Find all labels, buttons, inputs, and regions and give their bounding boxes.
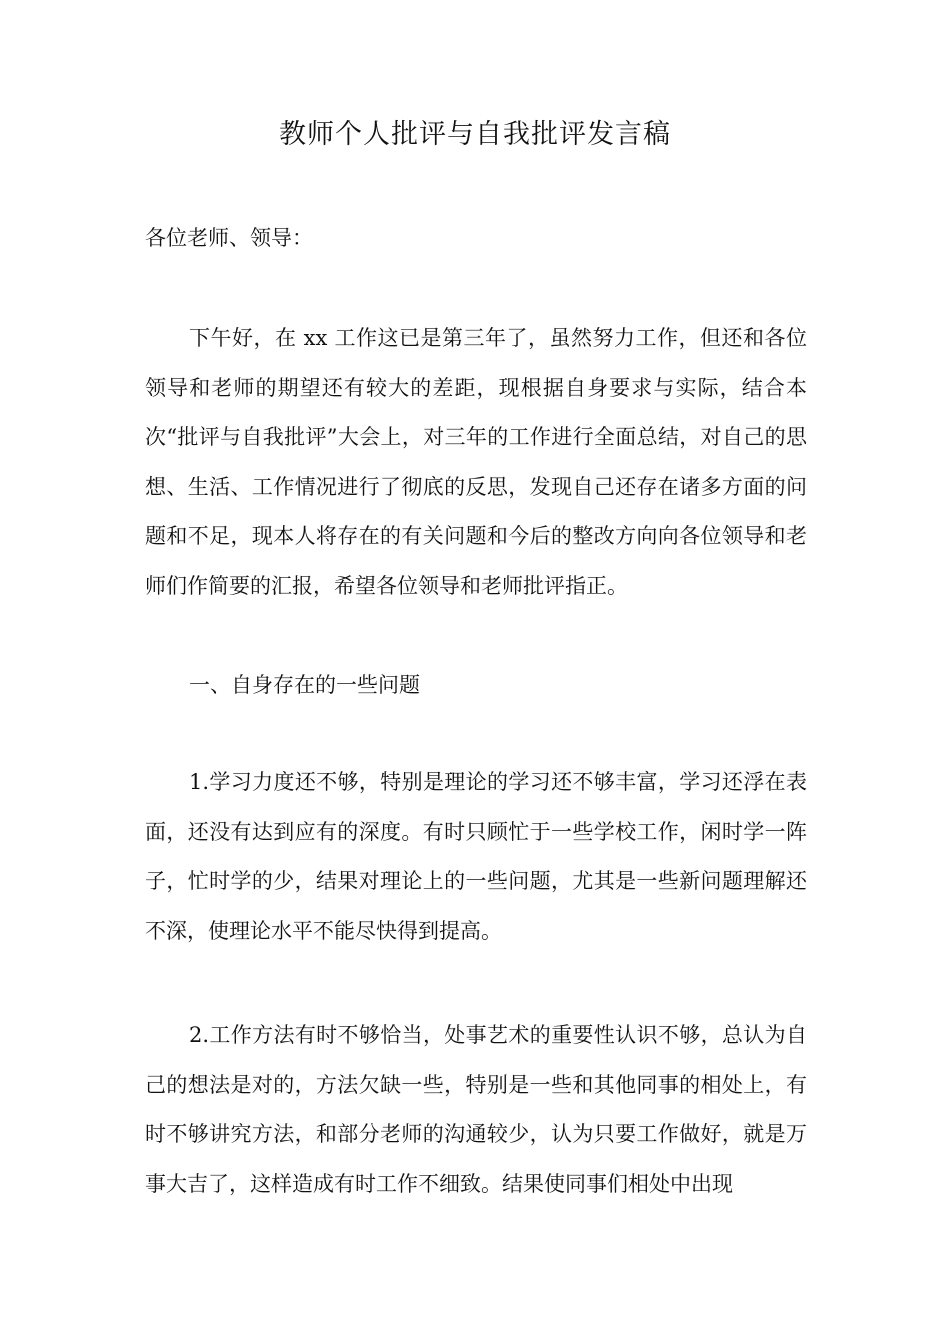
salutation: 各位老师、领导： [145, 226, 313, 250]
item-paragraph-2: 2.工作方法有时不够恰当，处事艺术的重要性认识不够，总认为自己的想法是对的，方法欠缺一些，特别是一些和其他同事的相处上，有时不够讲究方法，和部分老师的沟通较少，认为只要工作做好，就是万事大吉了，这样造成有时工作不细致。结果使同事们相处中出现 [145, 1023, 807, 1196]
document-title: 教师个人批评与自我批评发言稿 [279, 119, 671, 150]
section-heading: 一、自身存在的一些问题 [189, 673, 420, 697]
intro-paragraph: 下午好，在 xx 工作这已是第三年了，虽然努力工作，但还和各位领导和老师的期望还有较大的差距，现根据自身要求与实际，结合本次“批评与自我批评”大会上，对三年的工作进行全面总结，对自己的思想、生活、工作情况进行了彻底的反思，发现自己还存在诸多方面的问题和不足，现本人将存在的有关问题和今后的整改方向向各位领导和老师们作简要的汇报，希望各位领导和老师批评指正。 [145, 326, 807, 598]
item-paragraph-1: 1.学习力度还不够，特别是理论的学习还不够丰富，学习还浮在表面，还没有达到应有的深度。有时只顾忙于一些学校工作，闲时学一阵子，忙时学的少，结果对理论上的一些问题，尤其是一些新问题理解还不深，使理论水平不能尽快得到提高。 [145, 770, 807, 943]
